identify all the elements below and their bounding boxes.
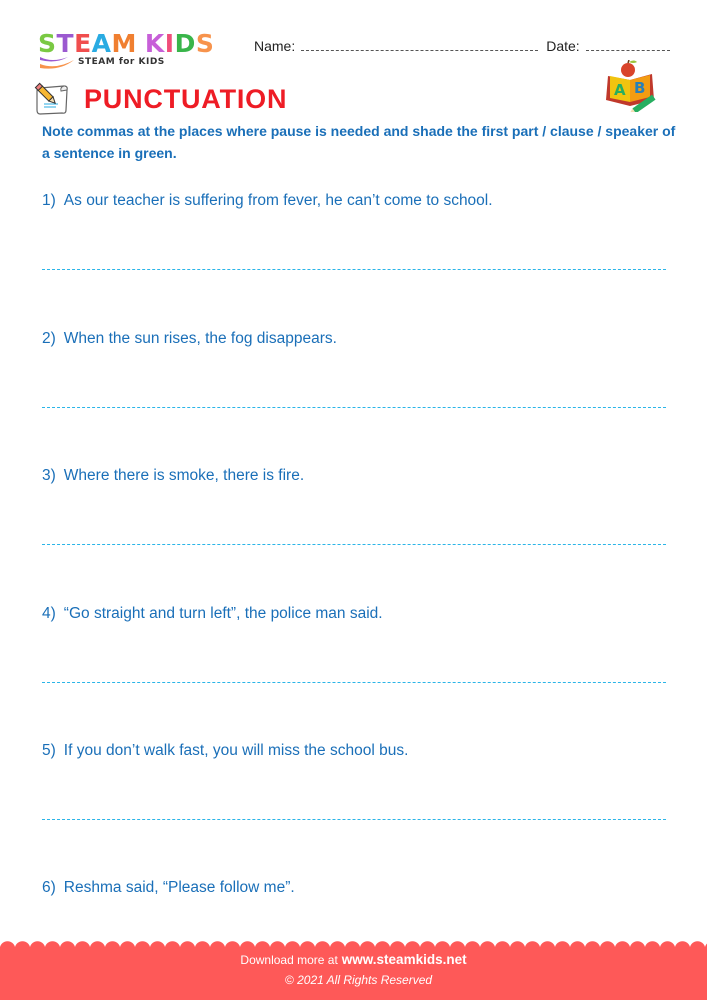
download-prefix: Download more at — [240, 953, 338, 967]
name-field[interactable] — [301, 39, 538, 51]
answer-line-1[interactable] — [42, 269, 666, 270]
answer-line-5[interactable] — [42, 819, 666, 820]
title-row — [34, 82, 287, 116]
answer-line-3[interactable] — [42, 544, 666, 545]
logo-letter: K — [144, 29, 165, 58]
question-number: 6) — [42, 879, 56, 896]
website-link[interactable]: www.steamkids.net — [341, 952, 467, 967]
question-text: If you don’t walk fast, you will miss the school bus. — [63, 742, 409, 759]
logo-swoosh-icon — [38, 55, 78, 71]
logo-letter: E — [74, 29, 92, 58]
logo-subtitle: STEAM for KIDS — [78, 57, 165, 67]
logo-letter: D — [174, 29, 196, 58]
question-text: Reshma said, “Please follow me”. — [63, 879, 295, 896]
logo-letter: M — [111, 29, 137, 58]
question-text: When the sun rises, the fog disappears. — [63, 330, 337, 347]
svg-text:B: B — [634, 79, 646, 97]
date-label: Date: — [546, 38, 580, 54]
steam-kids-logo — [38, 30, 238, 72]
question-5 — [42, 742, 408, 760]
svg-text:A: A — [614, 81, 626, 99]
question-text: Where there is smoke, there is fire. — [63, 467, 305, 484]
logo-letter: T — [56, 29, 75, 58]
page-title: PUNCTUATION — [84, 83, 288, 114]
logo-title — [38, 30, 214, 58]
logo-letter: S — [38, 29, 57, 58]
name-label: Name: — [254, 38, 296, 54]
instructions-text: Note commas at the places where pause is needed and shade the first part / clause / speaker of a sentence in green. — [42, 123, 676, 161]
question-number: 5) — [42, 742, 56, 759]
question-number: 3) — [42, 467, 56, 484]
question-3 — [42, 467, 304, 485]
name-date-row — [254, 38, 670, 54]
question-1 — [42, 192, 493, 210]
answer-line-2[interactable] — [42, 407, 666, 408]
footer-download-line — [0, 952, 707, 967]
question-number: 1) — [42, 192, 56, 209]
date-field[interactable] — [586, 39, 670, 51]
question-number: 4) — [42, 605, 56, 622]
answer-line-4[interactable] — [42, 682, 666, 683]
question-6 — [42, 879, 295, 897]
logo-letter: A — [91, 29, 112, 58]
question-number: 2) — [42, 330, 56, 347]
copyright-text: © 2021 All Rights Reserved — [284, 973, 433, 987]
logo-letter: S — [195, 29, 215, 58]
logo-letter: I — [164, 29, 175, 58]
question-text: As our teacher is suffering from fever, he can’t come to school. — [63, 192, 493, 209]
book-apple-abc-icon — [604, 60, 660, 112]
question-2 — [42, 330, 337, 348]
question-4 — [42, 605, 383, 623]
pencil-paper-icon — [34, 82, 70, 116]
question-text: “Go straight and turn left”, the police man said. — [63, 605, 383, 622]
